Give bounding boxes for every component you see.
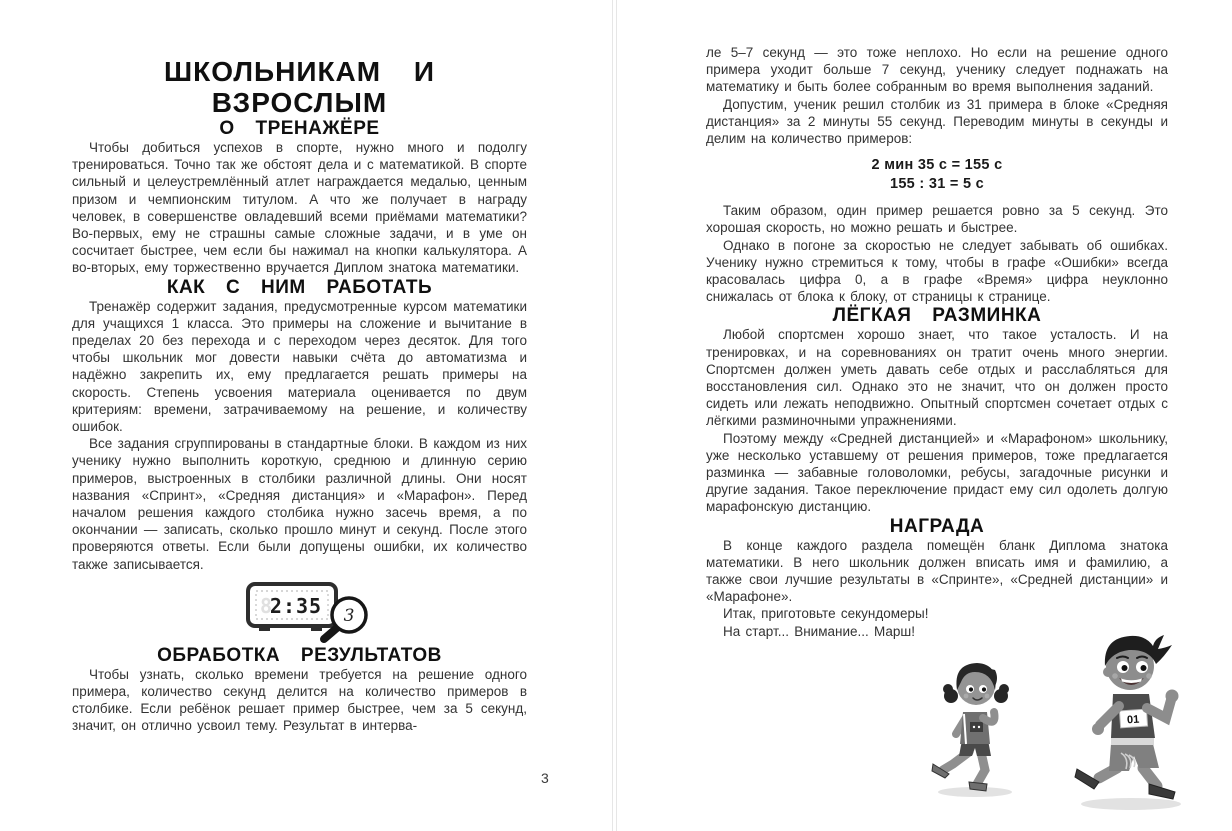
section-heading-warmup: ЛЁГКАЯ РАЗМИНКА: [832, 305, 1042, 327]
paragraph-about-errors: Однако в погоне за скоростью не следует забывать об ошибках. Ученику нужно стремиться к тому, чтобы в графе «Ошибки» всегда красовалась цифра 0, а в графе «Время» цифра неуклонно снижалась от блока к блоку, от страницы к странице.: [706, 237, 1168, 305]
stopwatch-foot-right: [311, 626, 322, 631]
boy-waistband: [1111, 738, 1154, 745]
magnifier-handle: [324, 627, 338, 639]
paragraph-good-speed: Таким образом, один пример решается ровно за 5 секунд. Это хорошая скорость, но можно решать и быстрее.: [706, 203, 1168, 236]
running-girl-illustration: [925, 652, 1025, 800]
boy-back-arm: [1147, 700, 1171, 718]
magnifier-digit: 3: [343, 605, 355, 626]
boy-pupil-right: [1141, 665, 1147, 671]
line-prepare-stopwatches: Итак, приготовьте секундомеры!: [723, 606, 929, 622]
girl-bib-dot: [973, 726, 975, 728]
paragraph-results-processing: Чтобы узнать, сколько времени требуется на решение одного примера, количество секунд делится на количество примеров в столбике. Если ребёнок решает пример быстрее, чем за 5 секунд, значит, он отлично усвоил тему. Результат в интерва-: [72, 666, 527, 734]
paragraph-interval-continued: ле 5–7 секунд — это тоже неплохо. Но если на решение одного примера уходит больше 7 секунд, ученику следует поднажать на математику и быть более собранным во время выполнения заданий.: [706, 45, 1168, 95]
stopwatch-time: 2:35: [269, 593, 323, 618]
girl-front-leg: [977, 752, 985, 784]
paragraph-trainer-contents: Тренажёр содержит задания, предусмотренные курсом математики для учащихся 1 класса. Это примеры на сложение и вычитание в пределах 20 без перехода и с переходом через десяток. Для того чтобы школьник мог довести навыки счёта до автоматизма и надёжно закрепить их, ему предлагается решать примеры на скорость. Степень усвоения материала оценивается по двум критериям: времени, затрачиваемому на решение, и количеству ошибок.: [72, 298, 527, 435]
girl-bib: [970, 722, 983, 732]
paragraph-athlete-rest: Любой спортсмен хорошо знает, что такое усталость. И на тренировках, и на соревнованиях он тратит очень много энергии. Спортсмен должен уметь давать себе отдых и расслабляться для восстановления сил. Однако это не значит, что он должен просто сидеть или лежать неподвижно. Опытный спортсмен сочетает отдых с лёгкими разминочными упражнениями.: [706, 327, 1168, 429]
paragraph-diploma: В конце каждого раздела помещён бланк Диплома знатока математики. В него школьник должен вписать имя и фамилию, а также свои лучшие результаты в «Спринте», «Средней дистанции» и «Марафоне».: [706, 537, 1168, 605]
formula-division: 155 : 31 = 5 с: [889, 176, 985, 193]
running-girl-svg: [925, 652, 1025, 800]
boy-pupil-left: [1122, 665, 1128, 671]
page-left-content: [0, 0, 612, 735]
paragraph-example-31: Допустим, ученик решил столбик из 31 примера в блоке «Средняя дистанция» за 2 минуты 55 секунд. Переводим минуты в секунды и делим на количество примеров:: [706, 96, 1168, 147]
girl-pupil-right: [982, 687, 986, 691]
boy-bib: [1119, 709, 1147, 728]
girl-bib-dot: [978, 726, 980, 728]
page-left: [0, 0, 613, 831]
section-heading-results: ОБРАБОТКА РЕЗУЛЬТАТОВ: [157, 644, 442, 666]
section-heading-about-trainer: О ТРЕНАЖЁРЕ: [219, 118, 380, 139]
paragraph-task-blocks: Все задания сгруппированы в стандартные блоки. В каждом из них ученику нужно выполнить короткую, среднюю и длинную серию примеров, выстроенных в столбики различной длины. Они носят названия «Спринт», «Средняя дистанция» и «Марафон». Перед началом решения каждого столбика нужно засечь время, а по окончании — записать, сколько прошло минут и секунд. После этого проверяются ответы. Если были допущены ошибки, их количество также записывается.: [72, 436, 527, 572]
boy-back-fist: [1166, 690, 1179, 703]
stopwatch-foot-left: [259, 626, 270, 631]
page-right: [616, 0, 1232, 831]
boy-front-leg: [1143, 768, 1157, 786]
running-boy-illustration: [1067, 626, 1195, 814]
boy-blush-right: [1146, 673, 1152, 679]
line-on-your-marks: На старт... Внимание... Марш!: [723, 623, 915, 639]
girl-pigtail-left-top: [943, 684, 953, 694]
girl-blush-right: [985, 694, 990, 699]
formula-block: [706, 156, 1168, 194]
girl-blush-left: [964, 694, 969, 699]
page-title: ШКОЛЬНИКАМ И ВЗРОСЛЫМ: [164, 56, 435, 118]
paragraph-about-trainer: Чтобы добиться успехов в спорте, нужно много и подолгу тренироваться. Точно так же обстоят дела и с математикой. В спорте сильный и целеустремлённый атлет награждается медалью, ценным призом и чемпионским титулом. А что же получает в награду человек, в совершенстве овладевший всеми приёмами математики? Во-первых, ему не страшны самые сложные задачи, и в уме он сосчитает быстрее, чем если бы нажимал на кнопки калькулятора. А во-вторых, ему торжественно вручается Диплом знатока математики.: [72, 140, 527, 276]
section-heading-how-to-work: КАК С НИМ РАБОТАТЬ: [166, 276, 433, 298]
formula-minutes-to-seconds: 2 мин 35 с = 155 с: [871, 157, 1003, 174]
girl-front-shoe: [969, 782, 987, 791]
boy-front-fist: [1092, 723, 1104, 735]
stopwatch-figure: [244, 579, 372, 643]
boy-shadow: [1081, 798, 1181, 810]
stopwatch-illustration: [244, 579, 372, 643]
boy-bib-number: 01: [1126, 713, 1140, 727]
girl-pupil-left: [969, 687, 973, 691]
girl-pigtail-right-top: [999, 684, 1009, 694]
paragraph-warmup-tasks: Поэтому между «Средней дистанцией» и «Марафоном» школьнику, уже несколько уставшему от решения примеров, тоже предлагается разминка — забавные головоломки, ребусы, загадочные рисунки и другие задания. Такое переключение придаст ему сил одолеть долгую марафонскую дистанцию.: [706, 430, 1168, 515]
boy-ear: [1103, 667, 1113, 677]
page-number: 3: [541, 770, 549, 786]
boy-blush-left: [1112, 673, 1118, 679]
section-heading-award: НАГРАДА: [889, 515, 985, 537]
page-right-content: [617, 0, 1232, 640]
running-boy-svg: [1067, 626, 1195, 814]
stopwatch-ghost-digit: 8: [260, 593, 273, 618]
